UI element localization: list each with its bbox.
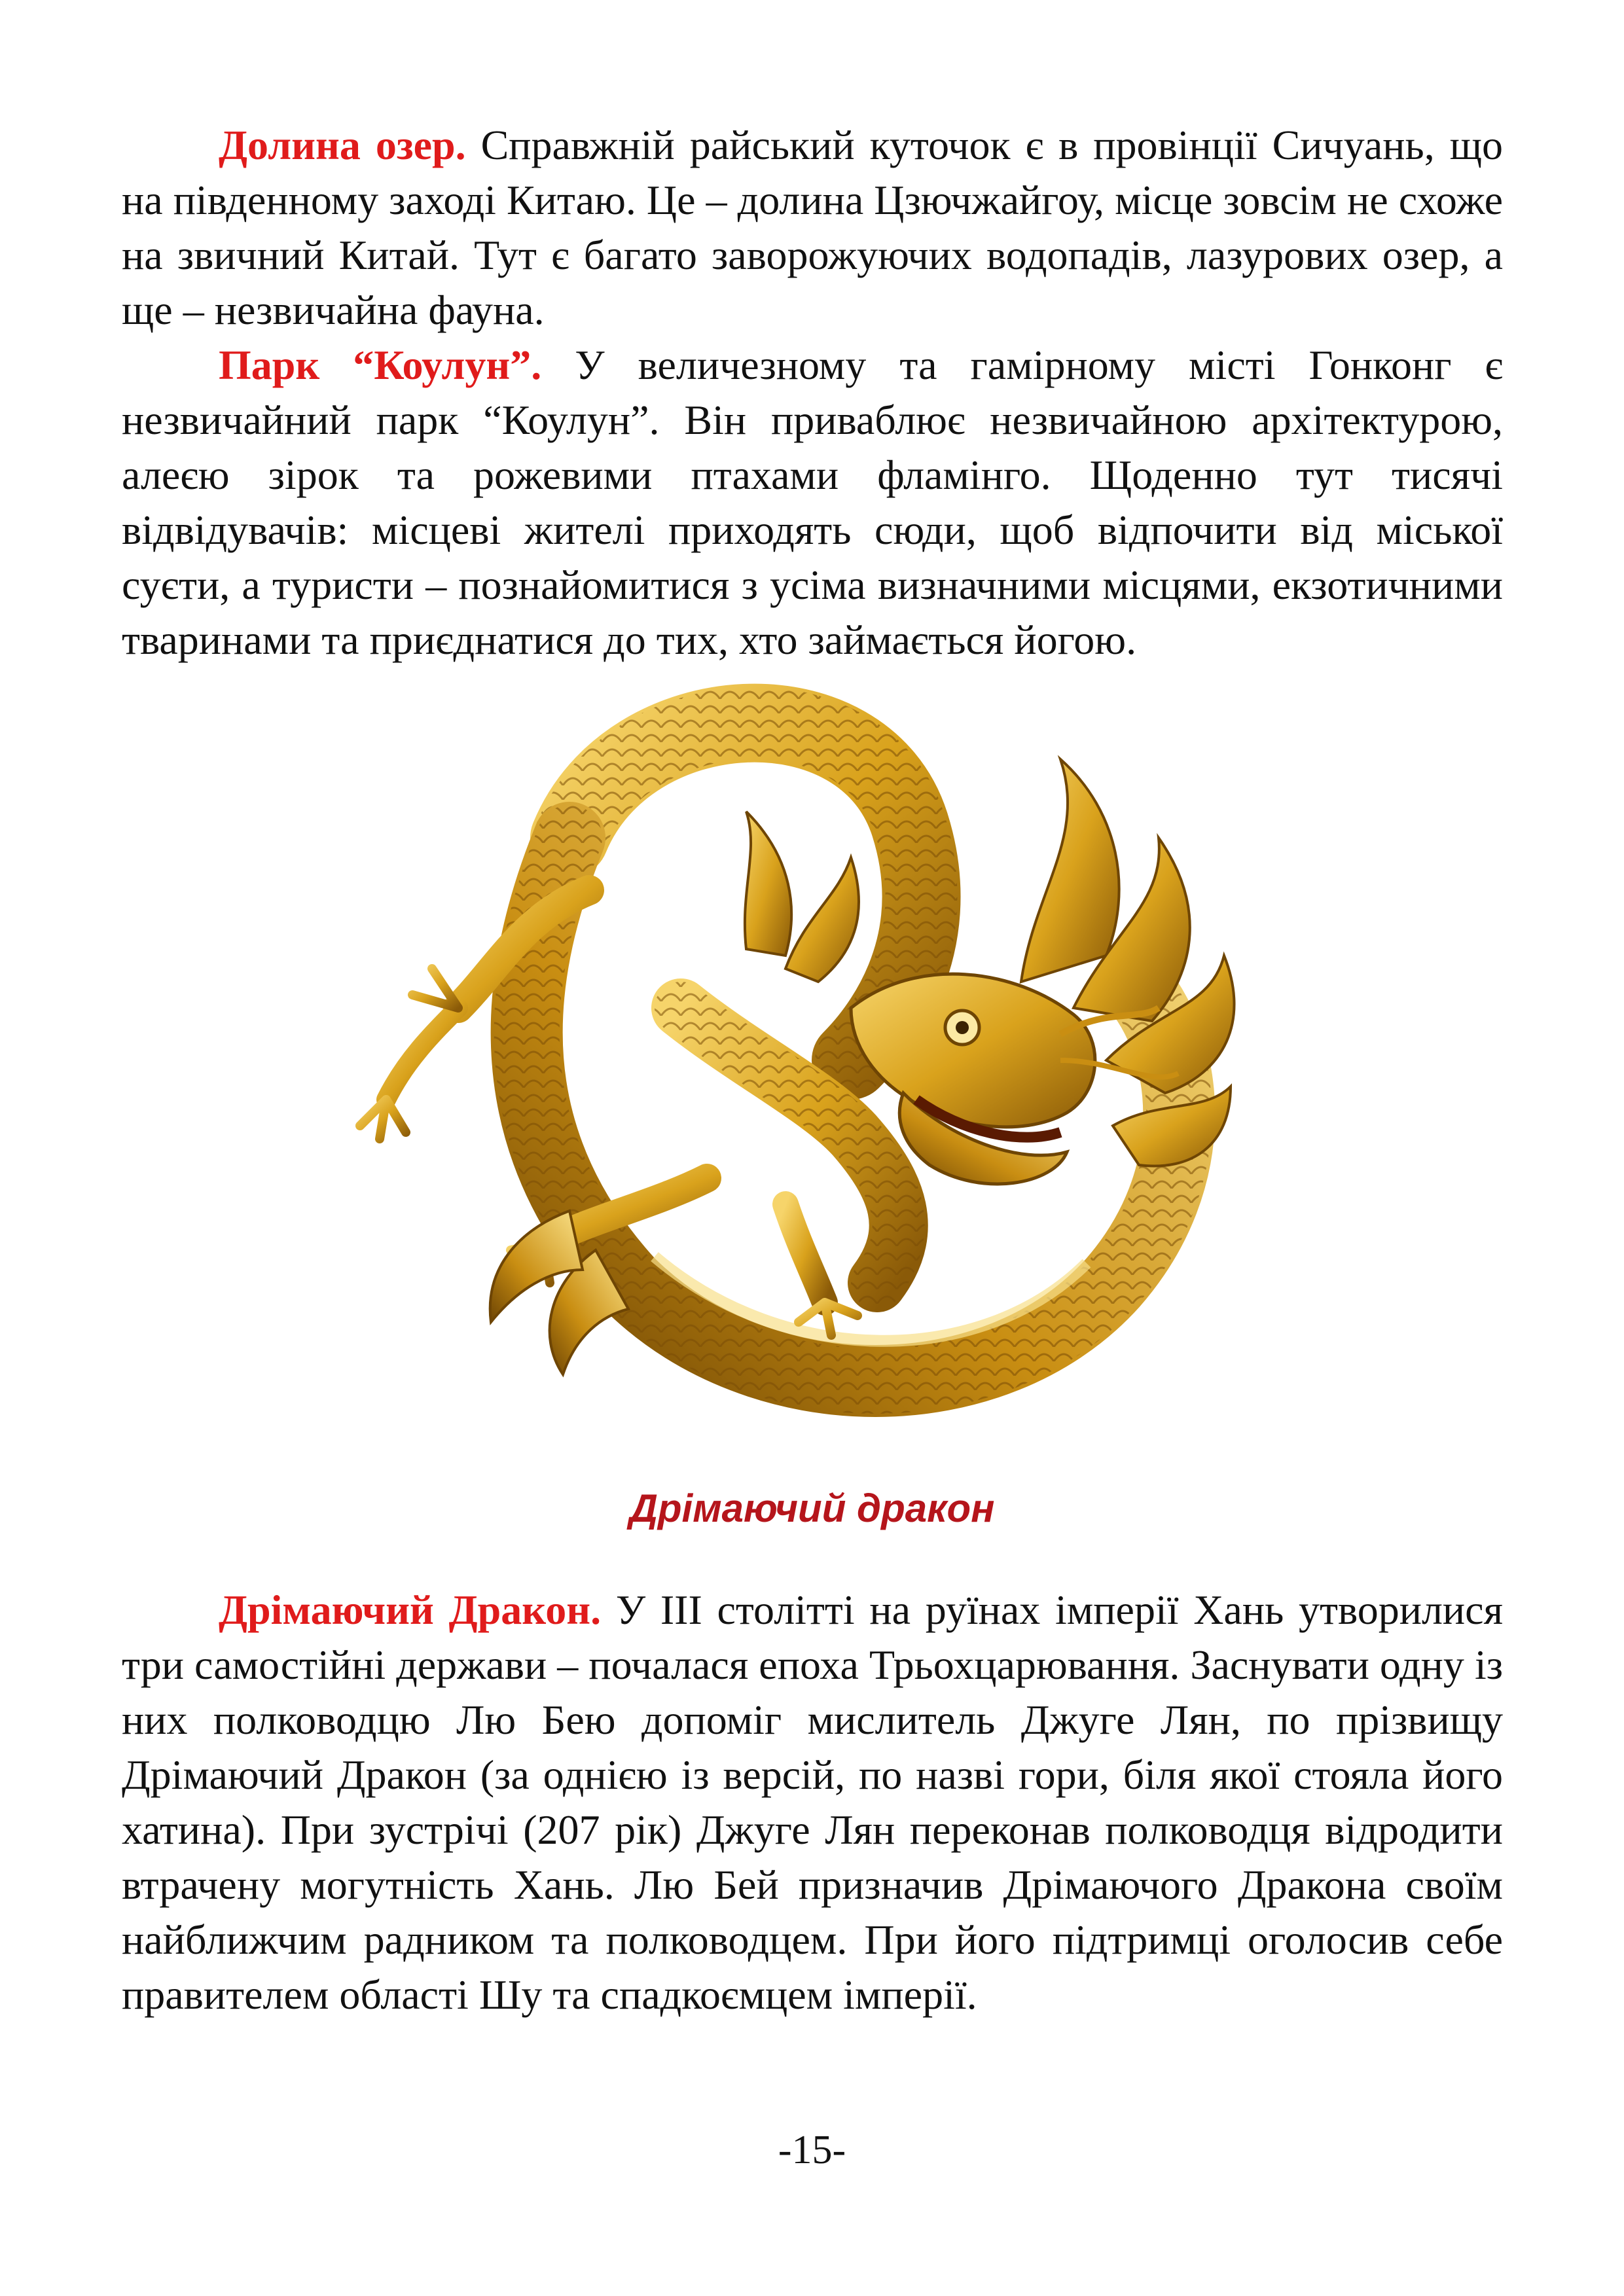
text-block-bottom bbox=[122, 1583, 1503, 2022]
text-block-top bbox=[122, 118, 1503, 668]
figure-caption: Дрімаючий дракон bbox=[629, 1486, 995, 1530]
page-number: -15- bbox=[778, 2128, 846, 2172]
paragraph-drimayuchyi-drakon bbox=[122, 1583, 1503, 2022]
paragraph-park-kowloon bbox=[122, 338, 1503, 668]
paragraph-dolyna-ozer bbox=[122, 118, 1503, 338]
dragon-illustration-icon bbox=[288, 641, 1335, 1460]
paragraph-heading: Долина озер. bbox=[219, 122, 466, 168]
dragon-figure bbox=[288, 641, 1335, 1460]
paragraph-body: Справжній райський куточок є в провінції Сичуань, що на південному заході Китаю. Це – долина Цзючжайгоу, місце зовсім не схоже на звичний Китай. Тут є багато заворожуючих водопадів, лазурових озер, а ще – незвичайна фауна. bbox=[122, 122, 1504, 333]
paragraph-heading: Парк “Коулун”. bbox=[219, 342, 542, 388]
paragraph-body: У величезному та гамірному місті Гонконг є незвичайний парк “Коулун”. Він приваблює незвичайною архітектурою, алеєю зірок та рожевими птахами фламінго. Щоденно тут тисячі відвідувачів: місцеві жителі приходять сюди, щоб відпочити від міської суєти, а туристи – познайомитися з усіма визначними місцями, екзотичними тваринами та приєднатися до тих, хто займається йогою. bbox=[122, 342, 1504, 663]
paragraph-heading: Дрімаючий Дракон. bbox=[219, 1587, 602, 1633]
paragraph-body: У ІІІ столітті на руїнах імперії Хань утворилися три самостійні держави – почалася епоха Трьохцарювання. Заснувати одну із них полководцю Лю Бею допоміг мислитель Джуге Лян, по прізвищу Дрімаючий Дракон (за однією із версій, по назві гори, біля якої стояла його хатина). При зустрічі (207 рік) Джуге Лян переконав полководця відродити втрачену могутність Хань. Лю Бей призначив Дрімаючого Дракона своїм найближчим радником та полководцем. При його підтримці оголосив себе правителем області Шу та спадкоємцем імперії. bbox=[122, 1587, 1504, 2018]
